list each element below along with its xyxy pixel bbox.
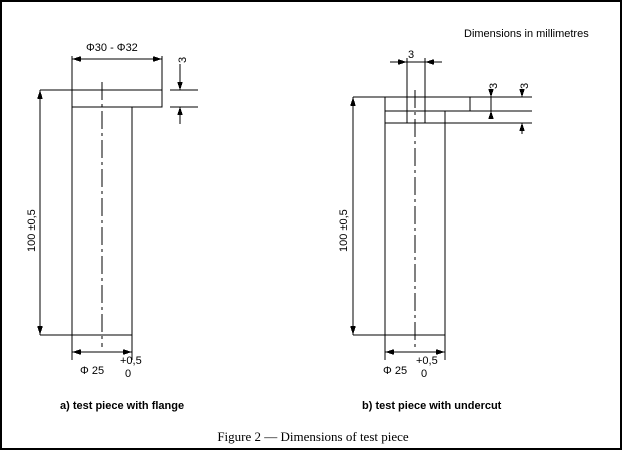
bore-tolerance-lower-b: 0 xyxy=(421,368,428,380)
bore-tolerance-upper-b: +0,5 xyxy=(416,355,438,367)
figure-caption: Figure 2 — Dimensions of test piece xyxy=(217,429,409,444)
flange-thickness-text-b1: 3 xyxy=(488,82,500,89)
bore-diameter-label-a: Φ 25 xyxy=(80,365,105,377)
flange-diameter-label-a: Φ30 - Φ32 xyxy=(86,42,138,54)
caption-part-a: a) test piece with flange xyxy=(60,400,185,412)
length-text-b: 100 ±0,5 xyxy=(338,209,350,252)
bore-tolerance-lower-a: 0 xyxy=(125,368,132,380)
bore-diameter-label-b: Φ 25 xyxy=(383,365,408,377)
length-label-a xyxy=(26,209,38,288)
flange-thickness-label-a xyxy=(173,49,189,85)
undercut-width-label-b: 3 xyxy=(408,49,415,61)
dimensions-units-note: Dimensions in millimetres xyxy=(464,28,589,40)
test-piece-drawing xyxy=(2,2,622,450)
caption-part-b: b) test piece with undercut xyxy=(362,400,502,412)
flange-thickness-label-b1 xyxy=(484,75,500,111)
flange-thickness-label-b2 xyxy=(515,75,531,111)
length-label-b xyxy=(338,209,350,288)
flange-thickness-text-b2: 3 xyxy=(519,82,531,89)
flange-thickness-text-a: 3 xyxy=(177,56,189,63)
bore-tolerance-upper-a: +0,5 xyxy=(120,355,142,367)
length-text-a: 100 ±0,5 xyxy=(26,209,38,252)
